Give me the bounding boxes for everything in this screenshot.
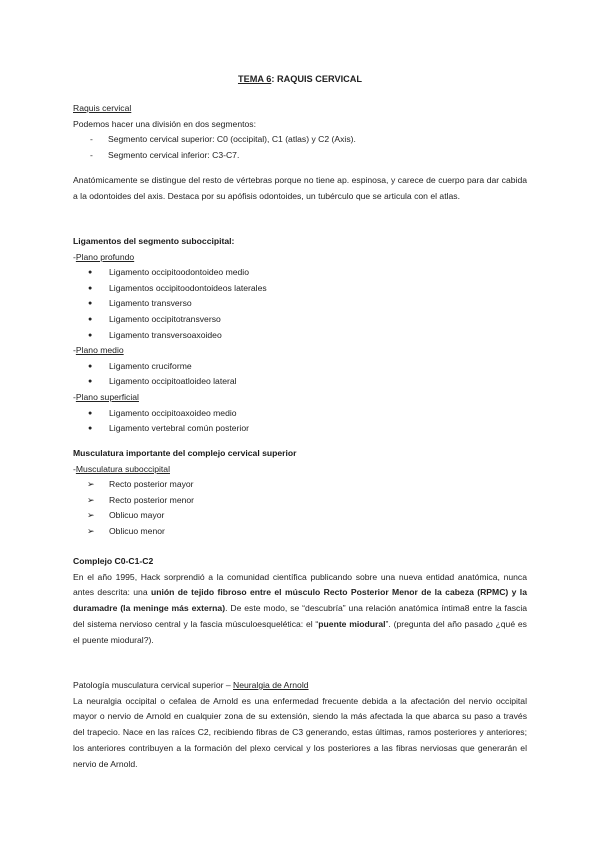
title-rest: : RAQUIS CERVICAL [271,74,363,84]
section-raquis-cervical [73,101,527,204]
section-musculatura [73,446,527,540]
bullet-icon: ● [88,269,93,277]
group-label: -Plano medio [73,345,124,356]
bullet-icon: ● [88,425,93,433]
section1-intro: Podemos hacer una división en dos segmentos: [73,118,256,129]
group-label: -Musculatura suboccipital [73,463,170,474]
list-item: ● Ligamentos occipitoodontoideos laterales [73,281,527,297]
section3-heading: Musculatura importante del complejo cervical superior [73,448,297,458]
section2-heading: Ligamentos del segmento suboccipital: [73,236,235,246]
arrow-bullet-icon: ➢ [87,494,95,505]
section-ligamentos [73,234,527,437]
bullet-icon: ● [88,362,93,370]
bullet-icon: ● [88,331,93,339]
title-tema: TEMA 6 [237,74,272,84]
arrow-bullet-icon: ➢ [87,479,95,490]
list-item-text: Segmento cervical superior: C0 (occipital), C1 (atlas) y C2 (Axis). [108,134,356,145]
bullet-icon: ● [88,300,93,308]
list-item [73,132,527,148]
page-title [0,72,600,88]
section4-paragraph: En el año 1995, Hack sorprendió a la comunidad científica publicando sobre una nueva entidad anatómica, nunca antes descrita: una unión de tejido fibroso entre el músculo Recto Posterior Menor de la cabeza (RPMC) y la duramadre (la meninge más externa). De este modo, se “descubría” una relación anatómica íntima8 entre la fascia del sistema nervioso central y la fascia músculoesquelética: el “puente miodural”. (pregunta del año pasado ¿qué es el puente miodural?). [73,571,528,645]
section5-heading: Patología musculatura cervical superior – Neuralgia de Arnold [73,680,309,690]
section-complejo [73,554,527,649]
list-item: ● Ligamento occipitoaxoideo medio [73,406,527,422]
group-label: -Plano profundo [73,251,135,262]
group-label: -Plano superficial [73,391,139,402]
list-item: ➢ Oblicuo mayor [73,508,527,524]
arrow-bullet-icon: ➢ [87,510,95,521]
list-item: ➢ Recto posterior menor [73,493,527,509]
section5-paragraph: La neuralgia occipital o cefalea de Arnold es una enfermedad frecuente debida a la afectación del nervio occipital mayor o nervio de Arnold en cualquier zona de su extensión, siendo la más afectada la que abarca su paso a través del trapecio. Nace en las raíces C2, recibiendo fibras de C3 generando, estas últimas, ramos posteriores y anteriores; los anteriores contribuyen a la formación del plexo cervical y los posteriores a las fibras nerviosas que generarán el nervio de Arnold. [73,695,527,769]
list-item [73,148,527,164]
bullet-icon: ● [88,315,93,323]
section-neuralgia [73,678,527,773]
bullet-icon: ● [88,409,93,417]
list-item: ● Ligamento occipitoatloideo lateral [73,374,527,390]
list-item: ● Ligamento transverso [73,296,527,312]
list-item: ➢ Recto posterior mayor [73,477,527,493]
section4-heading: Complejo C0-C1-C2 [73,556,154,566]
list-item: ● Ligamento cruciforme [73,359,527,375]
bullet-icon: ● [88,378,93,386]
arrow-bullet-icon: ➢ [87,525,95,536]
list-item: ● Ligamento vertebral común posterior [73,421,527,437]
bullet-icon: ● [88,284,93,292]
list-item: ● Ligamento occipitoodontoideo medio [73,265,527,281]
list-item: ➢ Oblicuo menor [73,524,527,540]
list-item-text: Segmento cervical inferior: C3-C7. [108,149,240,160]
list-item: ● Ligamento transversoaxoideo [73,328,527,344]
section1-heading: Raquis cervical [73,103,132,113]
list-item: ● Ligamento occipitotransverso [73,312,527,328]
dash-marker: - [90,134,93,145]
section1-paragraph: Anatómicamente se distingue del resto de vértebras porque no tiene ap. espinosa, y carece de cuerpo para dar cabida a la odontoides del axis. Destaca por su apófisis odontoides, un tubérculo que se articula con el atlas. [73,175,527,202]
dash-marker: - [90,149,93,160]
